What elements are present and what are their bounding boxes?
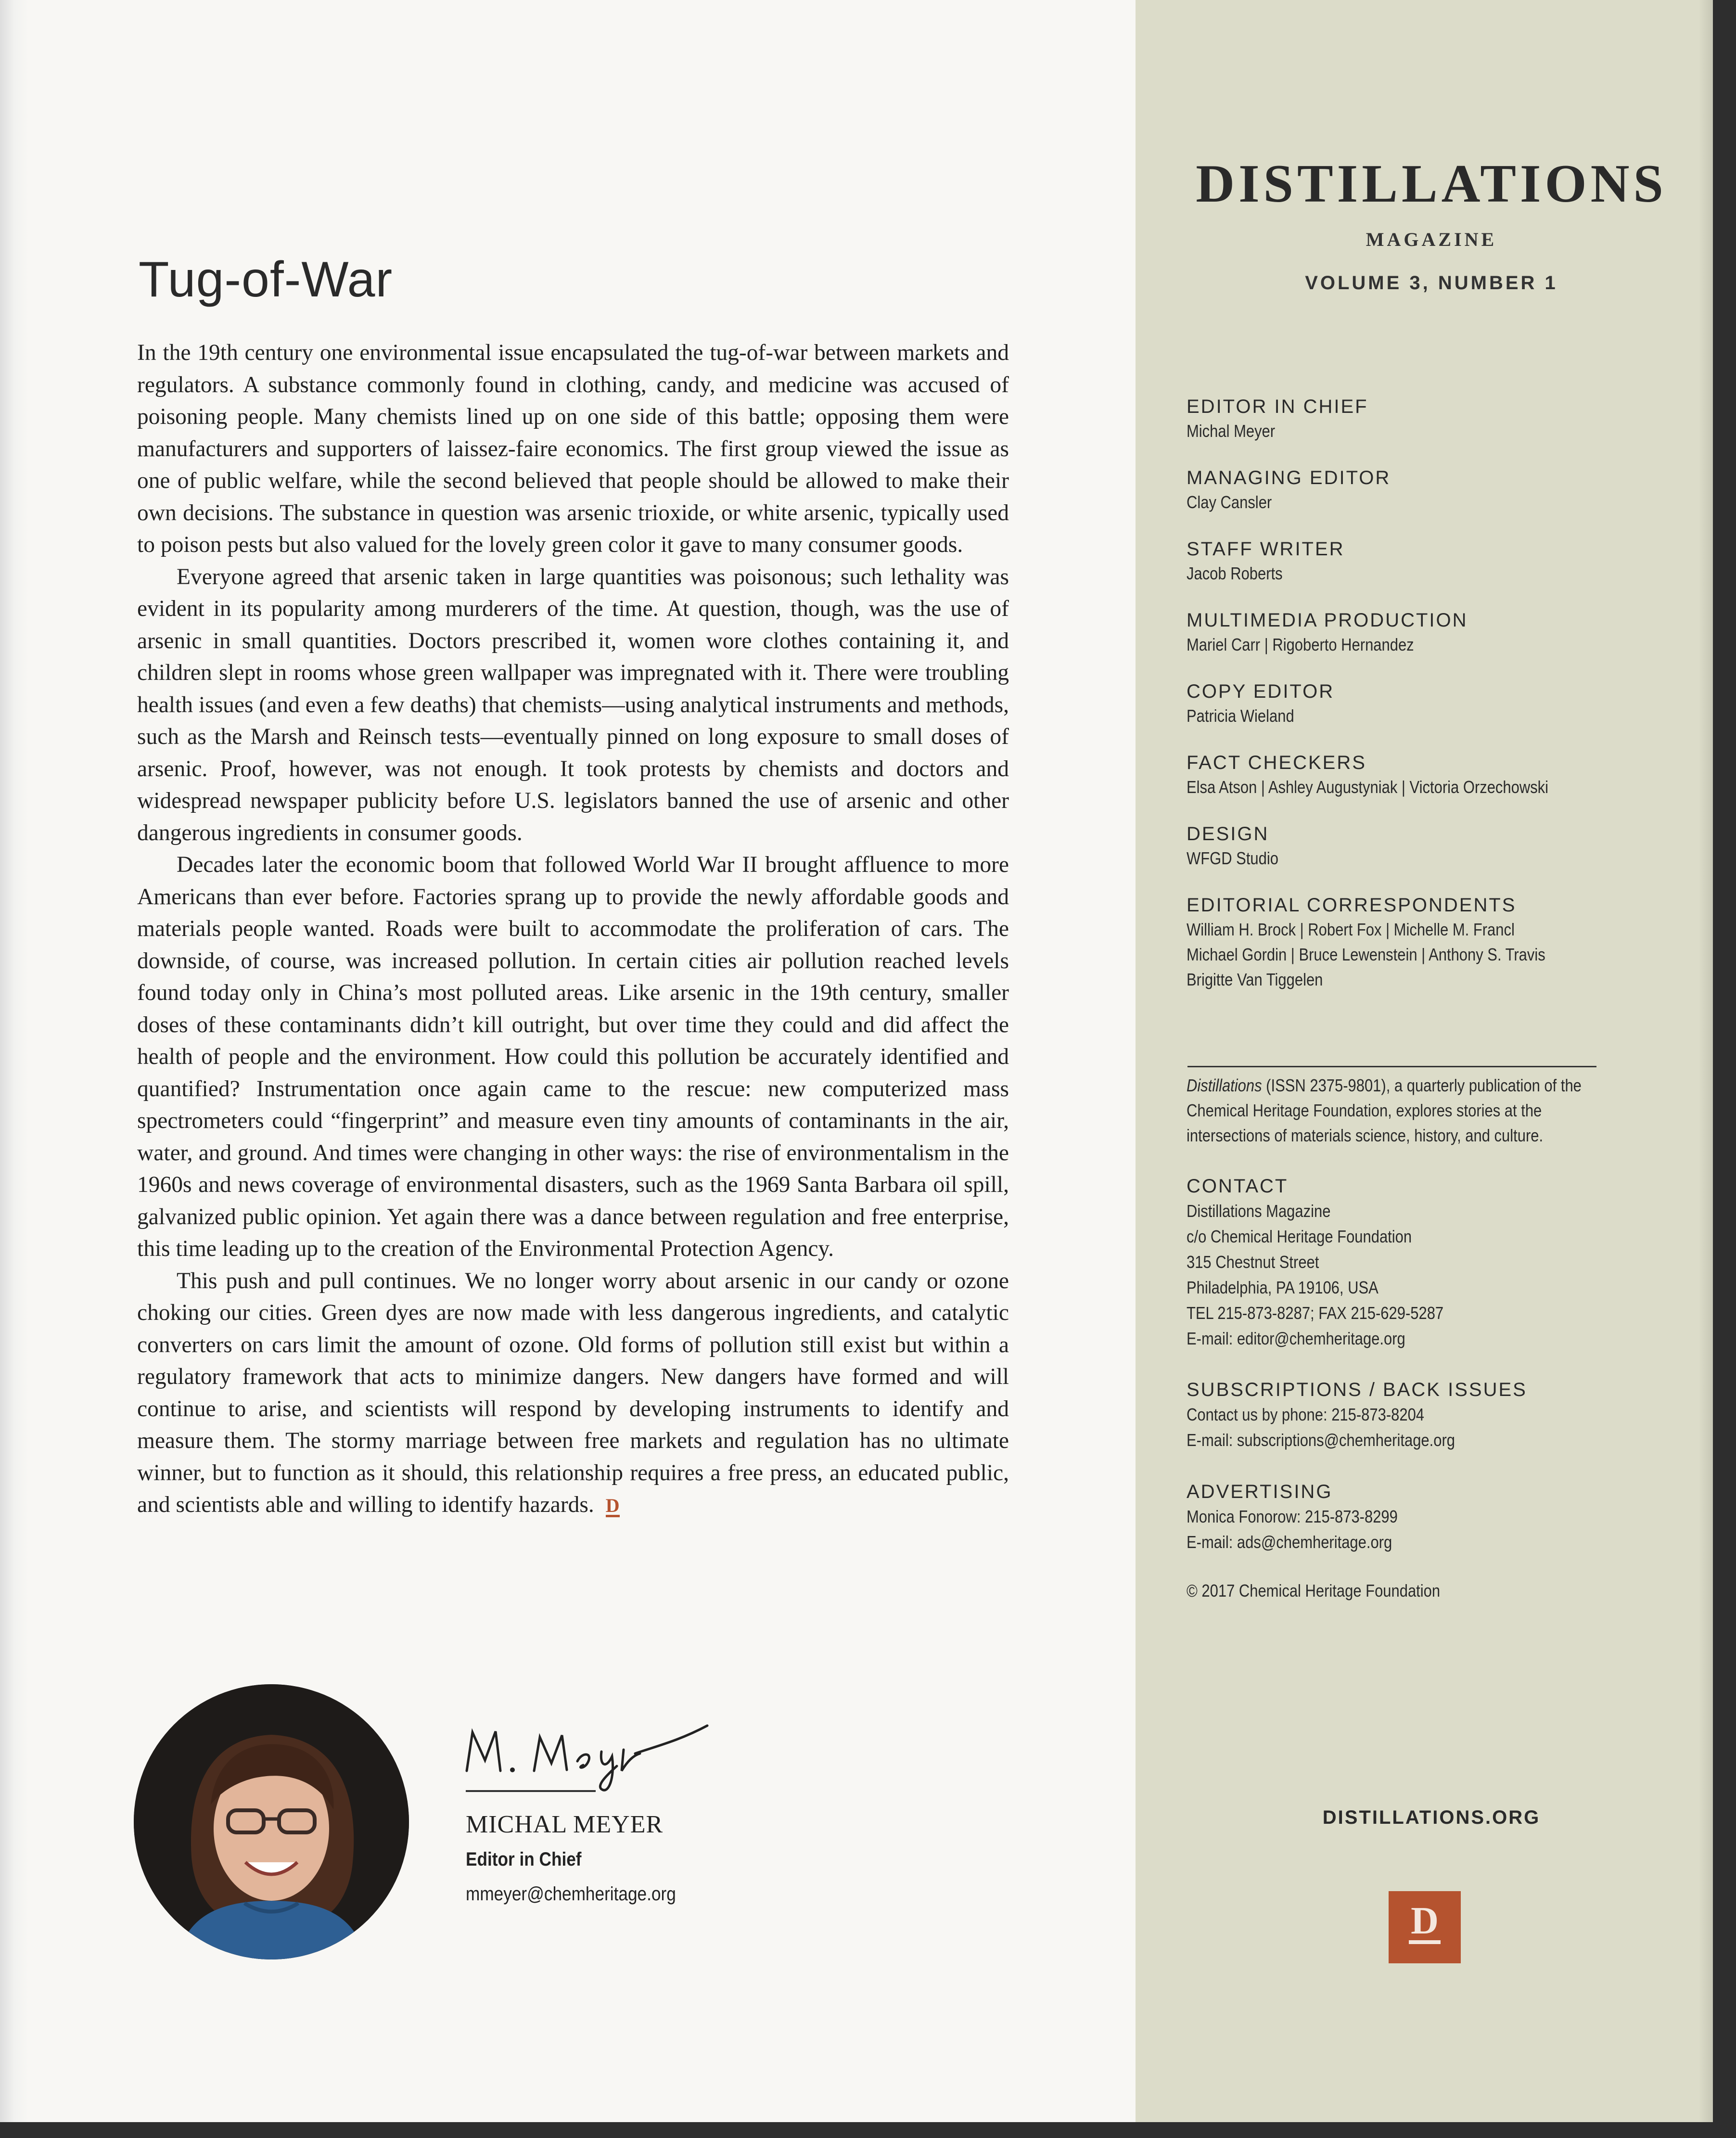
editor-portrait-avatar	[134, 1684, 409, 1959]
page-gutter	[0, 0, 29, 2122]
contact-section	[1187, 1174, 1610, 1351]
staff-role: COPY EDITOR	[1187, 681, 1335, 702]
staff-role: EDITOR IN CHIEF	[1187, 396, 1368, 417]
advertising-lines	[1187, 1504, 1551, 1555]
issn-text: (ISSN 2375-9801), a quarterly publication of the Chemical Heritage Foundation, explores stories at the intersections of materials science, history, and culture.	[1187, 1075, 1582, 1145]
advertising-phone: Monica Fonorow: 215-873-8299	[1187, 1507, 1398, 1526]
logo-letter: D	[1409, 1902, 1441, 1944]
essay-paragraph-text: This push and pull continues. We no longer worry about arsenic in our candy or ozone choking our cities. Green dyes are now made with less dangerous ingredients, and catalytic converters on cars limit the amount of ozone. Old forms of pollution still exist but within a regulatory framework that acts to minimize dangers. New dangers have formed and will continue to arise, and scientists will respond by developing instruments to identify and measure them. The stormy marriage between free markets and regulation has no ultimate winner, but to function as it should, this relationship requires a free press, an educated public, and scientists able and willing to identify hazards.	[137, 1268, 1009, 1517]
staff-role: DESIGN	[1187, 823, 1269, 845]
staff-group-multimedia	[1187, 608, 1610, 657]
magazine-subtitle: MAGAZINE	[1366, 229, 1497, 250]
editor-role: Editor in Chief	[466, 1849, 582, 1870]
essay-body	[137, 337, 1009, 1521]
staff-names: Jacob Roberts	[1187, 563, 1283, 583]
issn-title: Distillations	[1187, 1075, 1262, 1095]
end-mark-icon: D	[605, 1495, 620, 1516]
subscriptions-lines	[1187, 1402, 1551, 1453]
contact-line: 315 Chestnut Street	[1187, 1252, 1319, 1272]
staff-group-managing-editor	[1187, 466, 1610, 515]
advertising-email-link[interactable]: E-mail: ads@chemheritage.org	[1187, 1532, 1392, 1552]
volume-label: VOLUME 3, NUMBER 1	[1305, 272, 1558, 294]
website-link[interactable]: DISTILLATIONS.ORG	[1322, 1807, 1541, 1828]
staff-names: Brigitte Van Tiggelen	[1187, 970, 1323, 989]
essay-paragraph: In the 19th century one environmental issue encapsulated the tug-of-war between markets and regulators. A substance commonly found in clothing, candy, and medicine was accused of poisoning people. Many chemists lined up on one side of this battle; opposing them were manufacturers and supporters of laissez-faire economics. The first group viewed the issue as one of public welfare, while the second believed that people should be allowed to make their own decisions. The substance in question was arsenic trioxide, or white arsenic, typically used to poison pests but also valued for the lovely green color it gave to many consumer goods.	[137, 340, 1009, 557]
contact-line: Distillations Magazine	[1187, 1201, 1331, 1221]
page-edge	[1698, 0, 1713, 2122]
essay-title: Tug-of-War	[139, 252, 393, 307]
staff-group-design	[1187, 822, 1610, 871]
staff-group-copy-editor	[1187, 679, 1610, 729]
staff-names: Mariel Carr | Rigoberto Hernandez	[1187, 635, 1414, 654]
staff-role: EDITORIAL CORRESPONDENTS	[1187, 895, 1517, 916]
advertising-section	[1187, 1480, 1610, 1555]
advertising-heading: ADVERTISING	[1187, 1481, 1333, 1502]
staff-group-editor-in-chief	[1187, 395, 1610, 444]
contact-line: Philadelphia, PA 19106, USA	[1187, 1278, 1379, 1297]
distillations-logo-icon	[1389, 1891, 1461, 1963]
essay-paragraph: Everyone agreed that arsenic taken in large quantities was poisonous; such lethality was evident in its popularity among murderers of the time. At question, though, was the use of arsenic in small quantities. Doctors prescribed it, women wore clothes containing it, and children slept in rooms whose green wallpaper was impregnated with it. There were troubling health issues (and even a few deaths) that chemists—using analytical instruments and methods, such as the Marsh and Reinsch tests—eventually pinned on long exposure to small doses of arsenic. Proof, however, was not enough. It took protests by chemists and doctors and widespread newspaper publicity before U.S. legislators banned the use of arsenic and other dangerous ingredients in consumer goods.	[137, 564, 1009, 845]
staff-group-correspondents	[1187, 893, 1610, 992]
signature-icon	[462, 1703, 712, 1800]
staff-names: Elsa Atson | Ashley Augustyniak | Victoria Orzechowski	[1187, 777, 1549, 797]
subscriptions-heading: SUBSCRIPTIONS / BACK ISSUES	[1187, 1379, 1527, 1400]
contact-heading: CONTACT	[1187, 1176, 1289, 1197]
staff-names: Patricia Wieland	[1187, 706, 1294, 726]
contact-line: c/o Chemical Heritage Foundation	[1187, 1227, 1412, 1246]
copyright-notice: © 2017 Chemical Heritage Foundation	[1187, 1581, 1441, 1600]
divider	[1187, 1066, 1596, 1067]
editor-name: MICHAL MEYER	[466, 1811, 664, 1838]
staff-names: Michael Gordin | Bruce Lewenstein | Anthony S. Travis	[1187, 945, 1545, 964]
magazine-title: DISTILLATIONS	[1196, 154, 1667, 214]
staff-names: Michal Meyer	[1187, 421, 1276, 441]
masthead-sidebar	[1136, 0, 1713, 2122]
subscriptions-email-link[interactable]: E-mail: subscriptions@chemheritage.org	[1187, 1430, 1455, 1450]
staff-names: WFGD Studio	[1187, 848, 1278, 868]
editor-email-link[interactable]: mmeyer@chemheritage.org	[466, 1883, 676, 1905]
staff-list	[1187, 395, 1610, 1014]
essay-paragraph: Decades later the economic boom that followed World War II brought affluence to more Americans than ever before. Factories sprang up to provide the newly affordable goods and materials people wanted. Roads were built to accommodate the proliferation of cars. The downside, of course, was increased pollution. In certain cities air pollution reached levels found today only in China’s most polluted areas. Like arsenic in the 19th century, smaller doses of these contaminants didn’t kill outright, but over time they could and did affect the health of people and the environment. How could this pollution be accurately identified and quantified? Instrumentation once again came to the rescue: new computerized mass spectrometers could “fingerprint” and measure even tiny amounts of contaminants in the air, water, and ground. And times were changing in other ways: the rise of environmentalism in the 1960s and news coverage of environmental disasters, such as the 1969 Santa Barbara oil spill, galvanized public opinion. Yet again there was a dance between regulation and free enterprise, this time leading up to the creation of the Environmental Protection Agency.	[137, 852, 1009, 1261]
contact-lines	[1187, 1198, 1551, 1351]
subscriptions-section	[1187, 1378, 1610, 1453]
subscriptions-phone: Contact us by phone: 215-873-8204	[1187, 1405, 1425, 1424]
issn-statement	[1187, 1073, 1600, 1148]
staff-names: William H. Brock | Robert Fox | Michelle M. Francl	[1187, 920, 1515, 939]
staff-role: FACT CHECKERS	[1187, 752, 1366, 773]
staff-role: STAFF WRITER	[1187, 538, 1345, 560]
staff-group-staff-writer	[1187, 537, 1610, 586]
staff-group-fact-checkers	[1187, 751, 1610, 800]
contact-line: TEL 215-873-8287; FAX 215-629-5287	[1187, 1303, 1444, 1323]
staff-names: Clay Cansler	[1187, 492, 1272, 512]
signature-rule	[466, 1790, 596, 1792]
staff-role: MANAGING EDITOR	[1187, 467, 1391, 488]
essay-paragraph	[137, 1265, 1009, 1521]
staff-role: MULTIMEDIA PRODUCTION	[1187, 610, 1468, 631]
contact-email-link[interactable]: E-mail: editor@chemheritage.org	[1187, 1329, 1405, 1348]
